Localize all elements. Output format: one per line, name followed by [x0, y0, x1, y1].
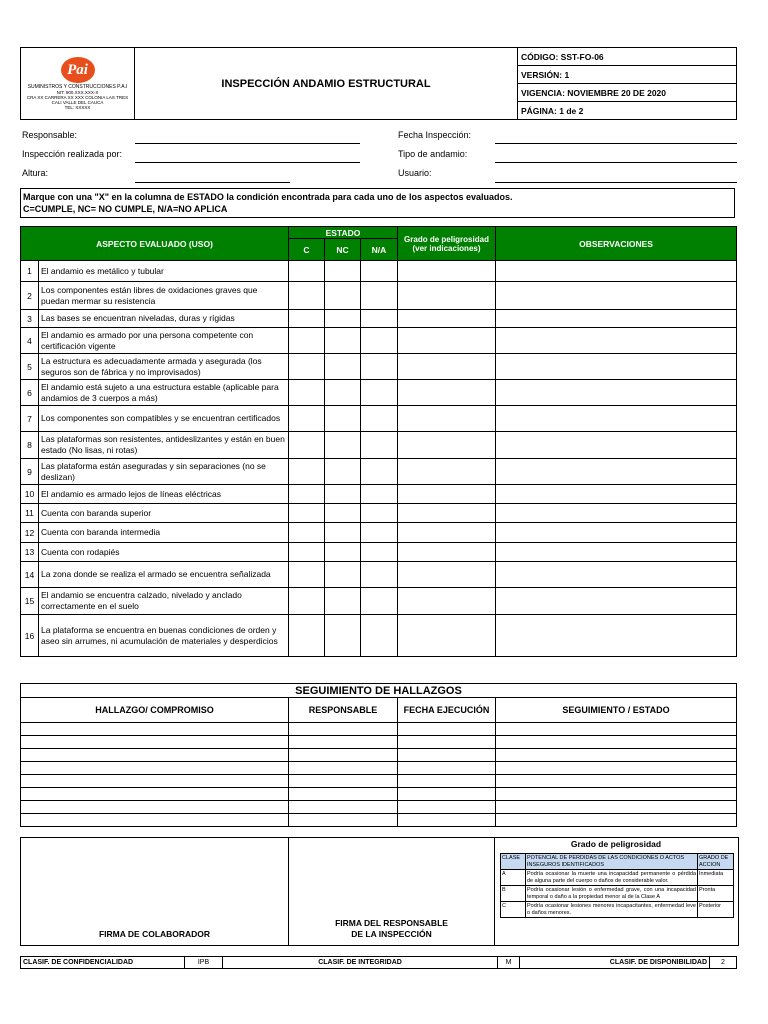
- fecha-cell[interactable]: [398, 775, 496, 788]
- estado-na-cell[interactable]: [361, 504, 398, 523]
- checklist-row: [21, 310, 737, 328]
- fecha-cell[interactable]: [398, 801, 496, 814]
- estado-nc-cell[interactable]: [325, 432, 361, 459]
- estado-cell[interactable]: [496, 788, 737, 801]
- estado-nc-cell[interactable]: [325, 328, 361, 354]
- seguimiento-body: [21, 723, 737, 827]
- responsable-cell[interactable]: [289, 749, 398, 762]
- item-number: 15: [21, 588, 39, 615]
- estado-c-cell[interactable]: [289, 432, 325, 459]
- checklist-row: [21, 562, 737, 588]
- estado-na-cell[interactable]: [361, 406, 398, 432]
- observaciones-header: OBSERVACIONES: [496, 227, 737, 261]
- item-aspecto: Cuenta con rodapiés: [39, 543, 289, 562]
- fecha-cell[interactable]: [398, 749, 496, 762]
- hallazgo-cell[interactable]: [21, 736, 289, 749]
- estado-na-cell[interactable]: [361, 459, 398, 485]
- int-label: CLASIF. DE INTEGRIDAD: [223, 957, 498, 969]
- pel-grado: Inmediata: [698, 870, 734, 886]
- firma-divider: [494, 838, 495, 945]
- item-number: 16: [21, 615, 39, 657]
- checklist-row: [21, 588, 737, 615]
- company-detail: TEL: XXXXX: [64, 105, 91, 110]
- estado-na-cell[interactable]: [361, 562, 398, 588]
- checklist-row: [21, 459, 737, 485]
- firma-responsable-line1: FIRMA DEL RESPONSABLE: [335, 918, 448, 928]
- estado-na-cell[interactable]: [361, 282, 398, 310]
- observaciones-cell[interactable]: [496, 523, 737, 543]
- hallazgo-cell[interactable]: [21, 762, 289, 775]
- estado-na-cell[interactable]: [361, 588, 398, 615]
- estado-na-cell[interactable]: [361, 523, 398, 543]
- checklist-row: [21, 485, 737, 504]
- estado-c-cell[interactable]: [289, 562, 325, 588]
- firma-responsable-line2: DE LA INSPECCIÓN: [351, 929, 432, 939]
- checklist-row: [21, 543, 737, 562]
- conf-label: CLASIF. DE CONFIDENCIALIDAD: [21, 957, 185, 969]
- estado-nc-cell[interactable]: [325, 588, 361, 615]
- checklist-row: [21, 380, 737, 406]
- grado-cell[interactable]: [398, 543, 496, 562]
- estado-c-cell[interactable]: [289, 406, 325, 432]
- estado-nc-cell[interactable]: [325, 261, 361, 282]
- estado-nc-cell[interactable]: [325, 459, 361, 485]
- observaciones-cell[interactable]: [496, 588, 737, 615]
- item-aspecto: El andamio es armado por una persona competente con certificación vigente: [39, 328, 289, 354]
- estado-c-cell[interactable]: [289, 261, 325, 282]
- observaciones-cell[interactable]: [496, 543, 737, 562]
- estado-cell[interactable]: [496, 723, 737, 736]
- estado-c-cell[interactable]: [289, 615, 325, 657]
- fecha-cell[interactable]: [398, 723, 496, 736]
- estado-c-cell[interactable]: [289, 543, 325, 562]
- pel-clase: B: [501, 886, 526, 902]
- grado-header: Grado de peligrosidad (ver indicaciones): [398, 227, 496, 261]
- grado-cell[interactable]: [398, 406, 496, 432]
- grado-cell[interactable]: [398, 380, 496, 406]
- company-logo-cell: [21, 48, 135, 120]
- item-number: 12: [21, 523, 39, 543]
- item-number: 8: [21, 432, 39, 459]
- estado-c-cell[interactable]: [289, 380, 325, 406]
- hallazgo-cell[interactable]: [21, 788, 289, 801]
- grado-cell[interactable]: [398, 282, 496, 310]
- estado-na-cell[interactable]: [361, 543, 398, 562]
- responsable-cell[interactable]: [289, 736, 398, 749]
- observaciones-cell[interactable]: [496, 282, 737, 310]
- estado-nc-cell[interactable]: [325, 282, 361, 310]
- grado-cell[interactable]: [398, 485, 496, 504]
- estado-nc-cell[interactable]: [325, 485, 361, 504]
- company-detail: NIT: 900.XXX.XXX-X: [56, 90, 99, 95]
- document-header: [20, 47, 737, 120]
- estado-na-cell[interactable]: [361, 328, 398, 354]
- hallazgo-cell[interactable]: [21, 723, 289, 736]
- item-number: 13: [21, 543, 39, 562]
- estado-nc-cell[interactable]: [325, 310, 361, 328]
- estado-na-cell[interactable]: [361, 432, 398, 459]
- conf-value: IPB: [185, 957, 223, 969]
- fecha-cell[interactable]: [398, 788, 496, 801]
- item-aspecto: Cuenta con baranda intermedia: [39, 523, 289, 543]
- realizada-label: Inspección realizada por:: [22, 149, 123, 159]
- checklist-table: [20, 226, 737, 657]
- estado-na-cell[interactable]: [361, 380, 398, 406]
- document-title: INSPECCIÓN ANDAMIO ESTRUCTURAL: [135, 48, 518, 120]
- seguimiento-row: [21, 801, 737, 814]
- estado-nc-cell[interactable]: [325, 523, 361, 543]
- seguimiento-row: [21, 762, 737, 775]
- checklist-row: [21, 432, 737, 459]
- estado-c-cell[interactable]: [289, 504, 325, 523]
- pel-desc: Podría ocasionar la muerte una incapacidad permanente o pérdida de alguna parte del cuerpo o daños de considerable valor.: [527, 871, 696, 884]
- estado-c-cell[interactable]: [289, 328, 325, 354]
- item-aspecto: El andamio está sujeto a una estructura estable (aplicable para andamios de 3 cuerpos a más): [39, 380, 289, 406]
- seguimiento-row: [21, 749, 737, 762]
- grado-cell[interactable]: [398, 310, 496, 328]
- checklist-row: [21, 282, 737, 310]
- usuario-label: Usuario:: [398, 168, 432, 178]
- estado-c-cell[interactable]: [289, 459, 325, 485]
- firma-colaborador: FIRMA DE COLABORADOR: [98, 929, 211, 939]
- responsable-cell[interactable]: [289, 801, 398, 814]
- company-logo: Pai: [61, 57, 95, 83]
- company-detail: CRA XX CARRERA XX XXX COLONIA LAS TRES: [26, 95, 129, 100]
- pel-desc: Podría ocasionar lesiones menores incapacitantes, enfermedad leve o daños menores.: [527, 903, 696, 916]
- fecha-label: Fecha Inspección:: [398, 130, 472, 140]
- grado-cell[interactable]: [398, 328, 496, 354]
- seguimiento-row: [21, 723, 737, 736]
- seguimiento-estado-header: SEGUIMIENTO / ESTADO: [496, 698, 737, 723]
- altura-label: Altura:: [22, 168, 49, 178]
- usuario-field[interactable]: [495, 182, 737, 183]
- responsable-cell[interactable]: [289, 723, 398, 736]
- responsable-cell[interactable]: [289, 814, 398, 827]
- estado-na-cell[interactable]: [361, 261, 398, 282]
- observaciones-cell[interactable]: [496, 380, 737, 406]
- hallazgo-cell[interactable]: [21, 749, 289, 762]
- doc-version: VERSIÓN: 1: [518, 66, 737, 84]
- checklist-row: [21, 504, 737, 523]
- disp-label: CLASIF. DE DISPONIBILIDAD: [520, 957, 710, 969]
- seguimiento-table: [20, 683, 737, 827]
- grado-cell[interactable]: [398, 523, 496, 543]
- item-aspecto: Las plataforma están aseguradas y sin separaciones (no se deslizan): [39, 459, 289, 485]
- estado-na-cell[interactable]: [361, 310, 398, 328]
- pel-potencial-header: POTENCIAL DE PERDIDAS DE LAS CONDICIONES O ACTOS INSEGUROS IDENTIFICADOS: [526, 854, 698, 870]
- estado-na-cell[interactable]: [361, 354, 398, 380]
- estado-nc-cell[interactable]: [325, 380, 361, 406]
- fecha-field[interactable]: [495, 143, 737, 144]
- item-aspecto: La plataforma se encuentra en buenas condiciones de orden y aseo sin arrumes, ni acumulación de materiales y desperdicios: [39, 615, 289, 657]
- item-aspecto: La zona donde se realiza el armado se encuentra señalizada: [39, 562, 289, 588]
- seguimiento-row: [21, 814, 737, 827]
- c-header: C: [289, 239, 325, 261]
- seguimiento-row: [21, 775, 737, 788]
- pel-grado-header: GRADO DE ACCION: [698, 854, 734, 870]
- observaciones-cell[interactable]: [496, 615, 737, 657]
- responsable-field[interactable]: [135, 143, 360, 144]
- observaciones-cell[interactable]: [496, 310, 737, 328]
- observaciones-cell[interactable]: [496, 485, 737, 504]
- fecha-ejecucion-header: FECHA EJECUCIÓN: [398, 698, 496, 723]
- item-number: 2: [21, 282, 39, 310]
- item-number: 10: [21, 485, 39, 504]
- item-aspecto: Los componentes están libres de oxidaciones graves que puedan mermar su resistencia: [39, 282, 289, 310]
- estado-nc-cell[interactable]: [325, 562, 361, 588]
- estado-nc-cell[interactable]: [325, 504, 361, 523]
- peligrosidad-row: [501, 886, 734, 902]
- estado-cell[interactable]: [496, 736, 737, 749]
- item-aspecto: El andamio es metálico y tubular: [39, 261, 289, 282]
- observaciones-cell[interactable]: [496, 432, 737, 459]
- item-aspecto: Las bases se encuentran niveladas, duras y rígidas: [39, 310, 289, 328]
- tipo-field[interactable]: [495, 162, 737, 163]
- altura-field[interactable]: [135, 182, 290, 183]
- checklist-row: [21, 261, 737, 282]
- responsable-cell[interactable]: [289, 788, 398, 801]
- grado-cell[interactable]: [398, 504, 496, 523]
- responsable-cell[interactable]: [289, 775, 398, 788]
- hallazgo-cell[interactable]: [21, 775, 289, 788]
- grado-cell[interactable]: [398, 261, 496, 282]
- estado-cell[interactable]: [496, 814, 737, 827]
- item-number: 6: [21, 380, 39, 406]
- estado-c-cell[interactable]: [289, 354, 325, 380]
- estado-cell[interactable]: [496, 762, 737, 775]
- int-value: M: [498, 957, 520, 969]
- pel-clase: C: [501, 902, 526, 918]
- pel-desc: Podría ocasionar lesión o enfermedad grave, con una incapacidad temporal o daño a la propiedad menor al de la Clase A: [527, 887, 696, 900]
- doc-page: PÁGINA: 1 de 2: [518, 102, 737, 120]
- responsable-label: Responsable:: [22, 130, 78, 140]
- doc-code: CÓDIGO: SST-FO-06: [518, 48, 737, 66]
- pel-clase-header: CLASE: [501, 854, 526, 870]
- item-aspecto: Las plataformas son resistentes, antideslizantes y están en buen estado (No lisas, ni rotas): [39, 432, 289, 459]
- item-aspecto: La estructura es adecuadamente armada y asegurada (los seguros son de fábrica y no improvisados): [39, 354, 289, 380]
- estado-c-cell[interactable]: [289, 523, 325, 543]
- item-number: 1: [21, 261, 39, 282]
- estado-nc-cell[interactable]: [325, 354, 361, 380]
- grado-cell[interactable]: [398, 615, 496, 657]
- aspecto-header: ASPECTO EVALUADO (USO): [21, 227, 289, 261]
- peligrosidad-table: [500, 853, 734, 918]
- checklist-row: [21, 406, 737, 432]
- observaciones-cell[interactable]: [496, 459, 737, 485]
- estado-cell[interactable]: [496, 775, 737, 788]
- estado-c-cell[interactable]: [289, 310, 325, 328]
- peligrosidad-title: Grado de peligrosidad: [570, 839, 662, 849]
- item-number: 4: [21, 328, 39, 354]
- seg-responsable-header: RESPONSABLE: [289, 698, 398, 723]
- observaciones-cell[interactable]: [496, 504, 737, 523]
- grado-cell[interactable]: [398, 562, 496, 588]
- item-number: 11: [21, 504, 39, 523]
- hallazgo-cell[interactable]: [21, 814, 289, 827]
- item-number: 9: [21, 459, 39, 485]
- estado-nc-cell[interactable]: [325, 406, 361, 432]
- instructions-box: [20, 188, 735, 218]
- checklist-row: [21, 328, 737, 354]
- estado-cell[interactable]: [496, 801, 737, 814]
- hallazgo-header: HALLAZGO/ COMPROMISO: [21, 698, 289, 723]
- seguimiento-row: [21, 788, 737, 801]
- item-number: 5: [21, 354, 39, 380]
- estado-c-cell[interactable]: [289, 282, 325, 310]
- estado-nc-cell[interactable]: [325, 615, 361, 657]
- checklist-row: [21, 523, 737, 543]
- fecha-cell[interactable]: [398, 762, 496, 775]
- tipo-label: Tipo de andamio:: [398, 149, 468, 159]
- footer-classification: [20, 956, 737, 969]
- grado-cell[interactable]: [398, 459, 496, 485]
- estado-na-cell[interactable]: [361, 615, 398, 657]
- seguimiento-title: SEGUIMIENTO DE HALLAZGOS: [21, 684, 737, 698]
- estado-c-cell[interactable]: [289, 588, 325, 615]
- nc-header: NC: [325, 239, 361, 261]
- observaciones-cell[interactable]: [496, 406, 737, 432]
- observaciones-cell[interactable]: [496, 354, 737, 380]
- na-header: N/A: [361, 239, 398, 261]
- grado-cell[interactable]: [398, 432, 496, 459]
- seguimiento-row: [21, 736, 737, 749]
- instructions-line2: C=CUMPLE, NC= NO CUMPLE, N/A=NO APLICA: [23, 204, 228, 214]
- company-detail: CALI VALLE DEL CAUCA: [51, 100, 104, 105]
- item-aspecto: El andamio es armado lejos de líneas eléctricas: [39, 485, 289, 504]
- peligrosidad-body: [501, 870, 734, 918]
- grado-cell[interactable]: [398, 588, 496, 615]
- item-aspecto: Los componentes son compatibles y se encuentran certificados: [39, 406, 289, 432]
- realizada-field[interactable]: [135, 162, 360, 163]
- estado-nc-cell[interactable]: [325, 543, 361, 562]
- peligrosidad-row: [501, 870, 734, 886]
- item-number: 3: [21, 310, 39, 328]
- grado-cell[interactable]: [398, 354, 496, 380]
- observaciones-cell[interactable]: [496, 562, 737, 588]
- peligrosidad-row: [501, 902, 734, 918]
- pel-grado: Posterior: [698, 902, 734, 918]
- item-aspecto: El andamio se encuentra calzado, nivelado y anclado correctamente en el suelo: [39, 588, 289, 615]
- doc-validity: VIGENCIA: NOVIEMBRE 20 DE 2020: [518, 84, 737, 102]
- hallazgo-cell[interactable]: [21, 801, 289, 814]
- checklist-body: [21, 261, 737, 657]
- responsable-cell[interactable]: [289, 762, 398, 775]
- fecha-cell[interactable]: [398, 736, 496, 749]
- disp-value: 2: [710, 957, 737, 969]
- pel-grado: Pronta: [698, 886, 734, 902]
- item-number: 14: [21, 562, 39, 588]
- estado-cell[interactable]: [496, 749, 737, 762]
- checklist-row: [21, 354, 737, 380]
- estado-c-cell[interactable]: [289, 485, 325, 504]
- observaciones-cell[interactable]: [496, 328, 737, 354]
- observaciones-cell[interactable]: [496, 261, 737, 282]
- item-aspecto: Cuenta con baranda superior: [39, 504, 289, 523]
- estado-header: ESTADO: [289, 227, 398, 239]
- estado-na-cell[interactable]: [361, 485, 398, 504]
- item-number: 7: [21, 406, 39, 432]
- company-name: SUMINISTROS Y CONSTRUCCIONES P.A.I: [27, 84, 128, 90]
- fecha-cell[interactable]: [398, 814, 496, 827]
- checklist-row: [21, 615, 737, 657]
- instructions-line1: Marque con una "X" en la columna de ESTADO la condición encontrada para cada uno de los aspectos evaluados.: [23, 192, 513, 202]
- pel-clase: A: [501, 870, 526, 886]
